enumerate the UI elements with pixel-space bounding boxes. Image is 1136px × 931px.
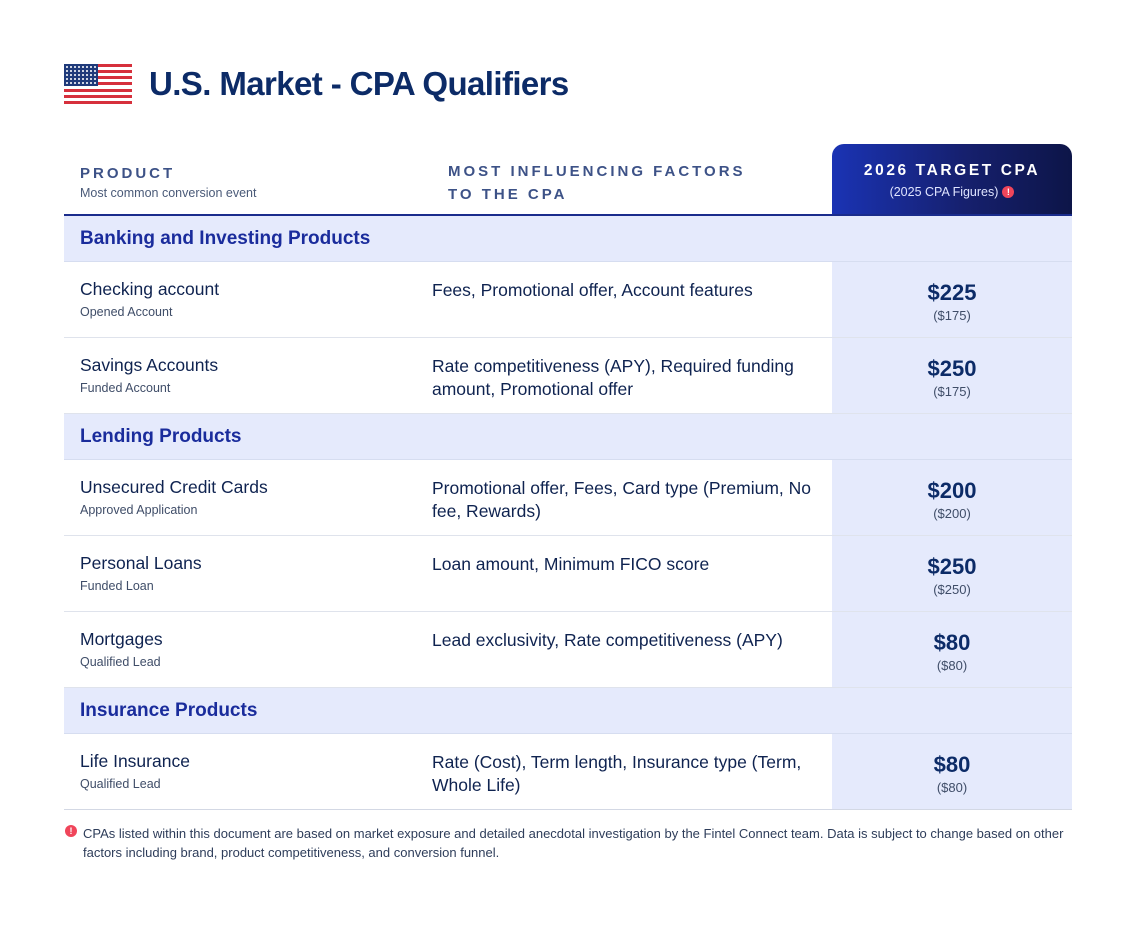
cpa-column-label: 2026 TARGET CPA	[863, 162, 1041, 179]
previous-cpa: ($175)	[933, 308, 971, 323]
section-title: Lending Products	[80, 426, 242, 447]
cpa-column-sub-text: (2025 CPA Figures)	[889, 185, 999, 199]
target-cpa: $250	[927, 554, 977, 579]
table-body	[64, 216, 1072, 810]
us-flag-icon	[64, 64, 132, 104]
table-row	[64, 536, 1072, 612]
previous-cpa: ($80)	[936, 780, 968, 795]
conversion-event: Opened Account	[80, 305, 173, 319]
factors-cell: Fees, Promotional offer, Account features	[432, 280, 753, 300]
product-cell	[80, 553, 202, 593]
product-name: Checking account	[80, 279, 220, 299]
product-cell	[80, 629, 163, 669]
alert-icon: !	[65, 825, 77, 837]
product-cell	[80, 477, 268, 517]
column-header-product	[80, 162, 256, 200]
section-title: Insurance Products	[80, 700, 258, 721]
conversion-event: Funded Account	[80, 381, 171, 395]
cpa-column-sub	[832, 185, 1072, 199]
conversion-event: Approved Application	[80, 503, 198, 517]
product-cell	[80, 355, 218, 395]
footnote-text: CPAs listed within this document are based on market exposure and detailed anecdotal investigation by the Fintel Connect team. Data is subject to change based on other factors including brand, product competitiveness, and conversion funnel.	[83, 826, 1064, 860]
previous-cpa: ($250)	[933, 582, 971, 597]
column-header-cpa	[832, 144, 1072, 214]
factors-column-label-line2: TO THE CPA	[448, 186, 568, 203]
conversion-event: Qualified Lead	[80, 655, 161, 669]
cpa-cell	[832, 460, 1072, 535]
factors-cell: Lead exclusivity, Rate competitiveness (APY)	[432, 630, 783, 650]
table-row	[64, 612, 1072, 688]
product-column-label: PRODUCT	[80, 165, 176, 182]
product-column-sub: Most common conversion event	[80, 186, 257, 200]
factors-cell: Rate competitiveness (APY), Required funding amount, Promotional offer	[432, 356, 794, 399]
section-title: Banking and Investing Products	[80, 228, 371, 249]
table-row	[64, 262, 1072, 338]
page-title: U.S. Market - CPA Qualifiers	[149, 65, 569, 102]
page-header	[64, 62, 569, 106]
section-row	[64, 216, 1072, 262]
table-header	[64, 144, 1072, 216]
table-row	[64, 338, 1072, 414]
section-row	[64, 414, 1072, 460]
product-cell	[80, 279, 219, 319]
product-name: Mortgages	[80, 629, 163, 649]
cpa-cell	[832, 536, 1072, 611]
conversion-event: Qualified Lead	[80, 777, 161, 791]
cpa-cell	[832, 338, 1072, 413]
target-cpa: $80	[933, 630, 971, 655]
factors-cell: Rate (Cost), Term length, Insurance type (Term, Whole Life)	[432, 752, 802, 795]
target-cpa: $250	[927, 356, 977, 381]
product-name: Savings Accounts	[80, 355, 219, 375]
cpa-cell	[832, 734, 1072, 809]
column-header-factors	[448, 160, 768, 206]
previous-cpa: ($175)	[933, 384, 971, 399]
alert-icon: !	[1002, 186, 1014, 198]
factors-cell: Loan amount, Minimum FICO score	[432, 554, 710, 574]
footnote	[65, 824, 1065, 862]
cpa-cell	[832, 262, 1072, 337]
factors-cell: Promotional offer, Fees, Card type (Premium, No fee, Rewards)	[432, 478, 811, 521]
table-row	[64, 460, 1072, 536]
factors-column-label-line1: MOST INFLUENCING FACTORS	[448, 163, 746, 180]
table-row	[64, 734, 1072, 810]
conversion-event: Funded Loan	[80, 579, 154, 593]
product-name: Personal Loans	[80, 553, 202, 573]
product-name: Unsecured Credit Cards	[80, 477, 268, 497]
target-cpa: $80	[933, 752, 971, 777]
cpa-table	[64, 144, 1072, 810]
previous-cpa: ($200)	[933, 506, 971, 521]
product-cell	[80, 751, 190, 791]
previous-cpa: ($80)	[936, 658, 968, 673]
cpa-cell	[832, 612, 1072, 687]
target-cpa: $200	[927, 478, 977, 503]
section-row	[64, 688, 1072, 734]
product-name: Life Insurance	[80, 751, 190, 771]
target-cpa: $225	[927, 280, 977, 305]
